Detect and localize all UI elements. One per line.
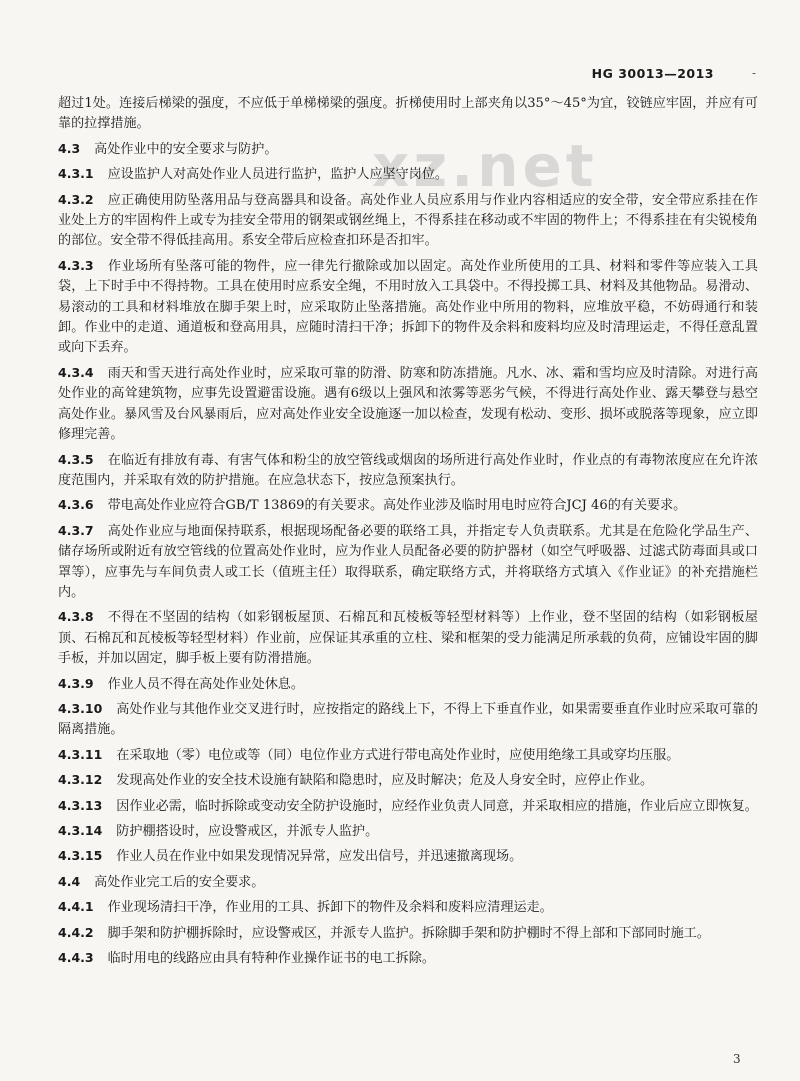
standard-code: HG 30013—2013 [591, 66, 714, 81]
clause-text: 应正确使用防坠落用品与登高器具和设备。高处作业人员应系用与作业内容相适应的安全带，安全带应系挂在作业处上方的牢固构件上或专为挂安全带用的钢架或钢丝绳上，不得系挂在移动或不牢固的物件上；不得系挂在有尖锐棱角的部位。安全带不得低挂高用。系安全带后应检查扣环是否扣牢。 [58, 192, 758, 249]
clause-paragraph [58, 821, 758, 842]
watermark: xz.net [372, 132, 598, 200]
clause-paragraph [58, 674, 758, 695]
section-heading [58, 139, 758, 160]
clause-text: 应设监护人对高处作业人员进行监护，监护人应坚守岗位。 [107, 167, 449, 183]
clause-paragraph [58, 923, 758, 944]
clause-number: 4.3.2 [58, 191, 94, 207]
clause-number: 4.3.13 [58, 797, 103, 813]
clause-paragraph [58, 745, 758, 766]
clause-number: 4.4.1 [58, 899, 94, 915]
clause-text: 带电高处作业应符合GB/T 13869的有关要求。高处作业涉及临时用电时应符合JCJ 46的有关要求。 [107, 498, 687, 514]
section-heading [58, 872, 758, 893]
clause-paragraph [58, 699, 758, 741]
clause-number: 4.3.6 [58, 497, 94, 513]
clause-text: 脚手架和防护棚拆除时，应设警戒区，并派专人监护。拆除脚手架和防护棚时不得上部和下部同时施工。 [107, 925, 710, 941]
clause-paragraph [58, 796, 758, 817]
clause-paragraph [58, 495, 758, 516]
clause-number: 4.3.5 [58, 451, 94, 467]
clause-text: 高处作业应与地面保持联系，根据现场配备必要的联络工具，并指定专人负责联系。尤其是在危险化学品生产、储存场所或附近有放空管线的位置高处作业时，应为作业人员配备必要的防护器材（如空气呼吸器、过滤式防毒面具或口罩等），应事先与车间负责人或工长（值班主任）取得联系，确定联络方式，并将联络方式填入《作业证》的补充措施栏内。 [58, 523, 758, 600]
clause-text: 在采取地（零）电位或等（同）电位作业方式进行带电高处作业时，应使用绝缘工具或穿均压服。 [116, 747, 680, 763]
clause-text: 防护棚搭设时，应设警戒区，并派专人监护。 [116, 824, 379, 839]
clause-paragraph [58, 256, 758, 359]
clause-text: 作业现场清扫干净，作业用的工具、拆卸下的物件及余料和废料应清理运走。 [107, 900, 553, 916]
clause-text: 雨天和雪天进行高处作业时，应采取可靠的防滑、防寒和防冻措施。凡水、冰、霜和雪均应及时清除。对进行高处作业的高耸建筑物，应事先设置避雷设施。遇有6级以上强风和浓雾等恶劣气候，不得进行高处作业、露天攀登与悬空高处作业。暴风雪及台风暴雨后，应对高处作业安全设施逐一加以检查，发现有松动、变形、损坏或脱落等现象，应立即修理完善。 [58, 365, 758, 443]
body-text [58, 94, 758, 973]
clause-number: 4.3.9 [58, 675, 94, 691]
clause-number: 4.4 [58, 873, 81, 889]
clause-paragraph [58, 521, 758, 604]
clause-number: 4.4.3 [58, 950, 94, 966]
clause-text: 作业场所有坠落可能的物件，应一律先行撤除或加以固定。高处作业所使用的工具、材料和零件等应装入工具袋，上下时手中不得持物。工具在使用时应系安全绳，不用时放入工具袋中。不得投掷工具、材料及其他物品。易滑动、易滚动的工具和材料堆放在脚手架上时，应采取防止坠落措施。高处作业中所用的物料，应堆放平稳，不妨碍通行和装卸。作业中的走道、通道板和登高用具，应随时清扫干净；拆卸下的物件及余料和废料均应及时清理运走，不得任意乱置或向下丢弃。 [58, 258, 758, 356]
clause-text: 在临近有排放有毒、有害气体和粉尘的放空管线或烟囱的场所进行高处作业时，作业点的有毒物浓度应在允许浓度范围内，并采取有效的防护措施。在应急状态下，按应急预案执行。 [58, 452, 758, 488]
clause-text: 因作业必需，临时拆除或变动安全防护设施时，应经作业负责人同意，并采取相应的措施，作业后应立即恢复。 [116, 798, 758, 814]
clause-text: 作业人员在作业中如果发现情况异常，应发出信号，并迅速撤离现场。 [116, 849, 523, 865]
clause-number: 4.3.12 [58, 772, 103, 788]
clause-number: 4.3.7 [58, 522, 94, 538]
clause-number: 4.3.10 [58, 700, 103, 716]
clause-number: 4.4.2 [58, 924, 94, 940]
clause-paragraph [58, 450, 758, 492]
clause-number: 4.3.15 [58, 848, 103, 864]
clause-text: 临时用电的线路应由具有特种作业操作证书的电工拆除。 [107, 951, 435, 967]
clause-number: 4.3.4 [58, 364, 94, 380]
clause-text: 作业人员不得在高处作业处休息。 [107, 676, 304, 692]
page-number: 3 [733, 1052, 741, 1066]
clause-paragraph [58, 190, 758, 252]
clause-text: 超过1处。连接后梯梁的强度，不应低于单梯梯梁的强度。折梯使用时上部夹角以35°～45°为宜，铰链应牢固，并应有可靠的拉撑措施。 [58, 96, 758, 132]
clause-text: 不得在不坚固的结构（如彩钢板屋顶、石棉瓦和瓦棱板等轻型材料等）上作业，登不坚固的结构（如彩钢板屋顶、石棉瓦和瓦棱板等轻型材料）作业前，应保证其承重的立柱、梁和框架的受力能满足所承载的负荷，应铺设牢固的脚手板，并加以固定，脚手板上要有防滑措施。 [58, 610, 758, 667]
clause-text: 高处作业中的安全要求与防护。 [94, 141, 278, 157]
clause-paragraph [58, 363, 758, 446]
clause-number: 4.3.3 [58, 257, 94, 273]
clause-paragraph [58, 770, 758, 791]
header-mark: - [751, 66, 756, 80]
clause-paragraph [58, 846, 758, 867]
clause-paragraph [58, 94, 758, 135]
clause-text: 高处作业与其他作业交叉进行时，应按指定的路线上下，不得上下垂直作业，如果需要垂直作业时应采取可靠的隔离措施。 [58, 701, 758, 738]
clause-number: 4.3.11 [58, 746, 103, 762]
clause-number: 4.3.1 [58, 166, 94, 182]
clause-number: 4.3.8 [58, 609, 94, 625]
clause-text: 高处作业完工后的安全要求。 [94, 874, 265, 890]
clause-paragraph [58, 897, 758, 918]
clause-number: 4.3.14 [58, 823, 103, 838]
clause-paragraph [58, 164, 758, 185]
clause-text: 发现高处作业的安全技术设施有缺陷和隐患时，应及时解决；危及人身安全时，应停止作业。 [116, 773, 654, 789]
clause-number: 4.3 [58, 140, 81, 156]
clause-paragraph [58, 607, 758, 669]
clause-paragraph [58, 948, 758, 969]
